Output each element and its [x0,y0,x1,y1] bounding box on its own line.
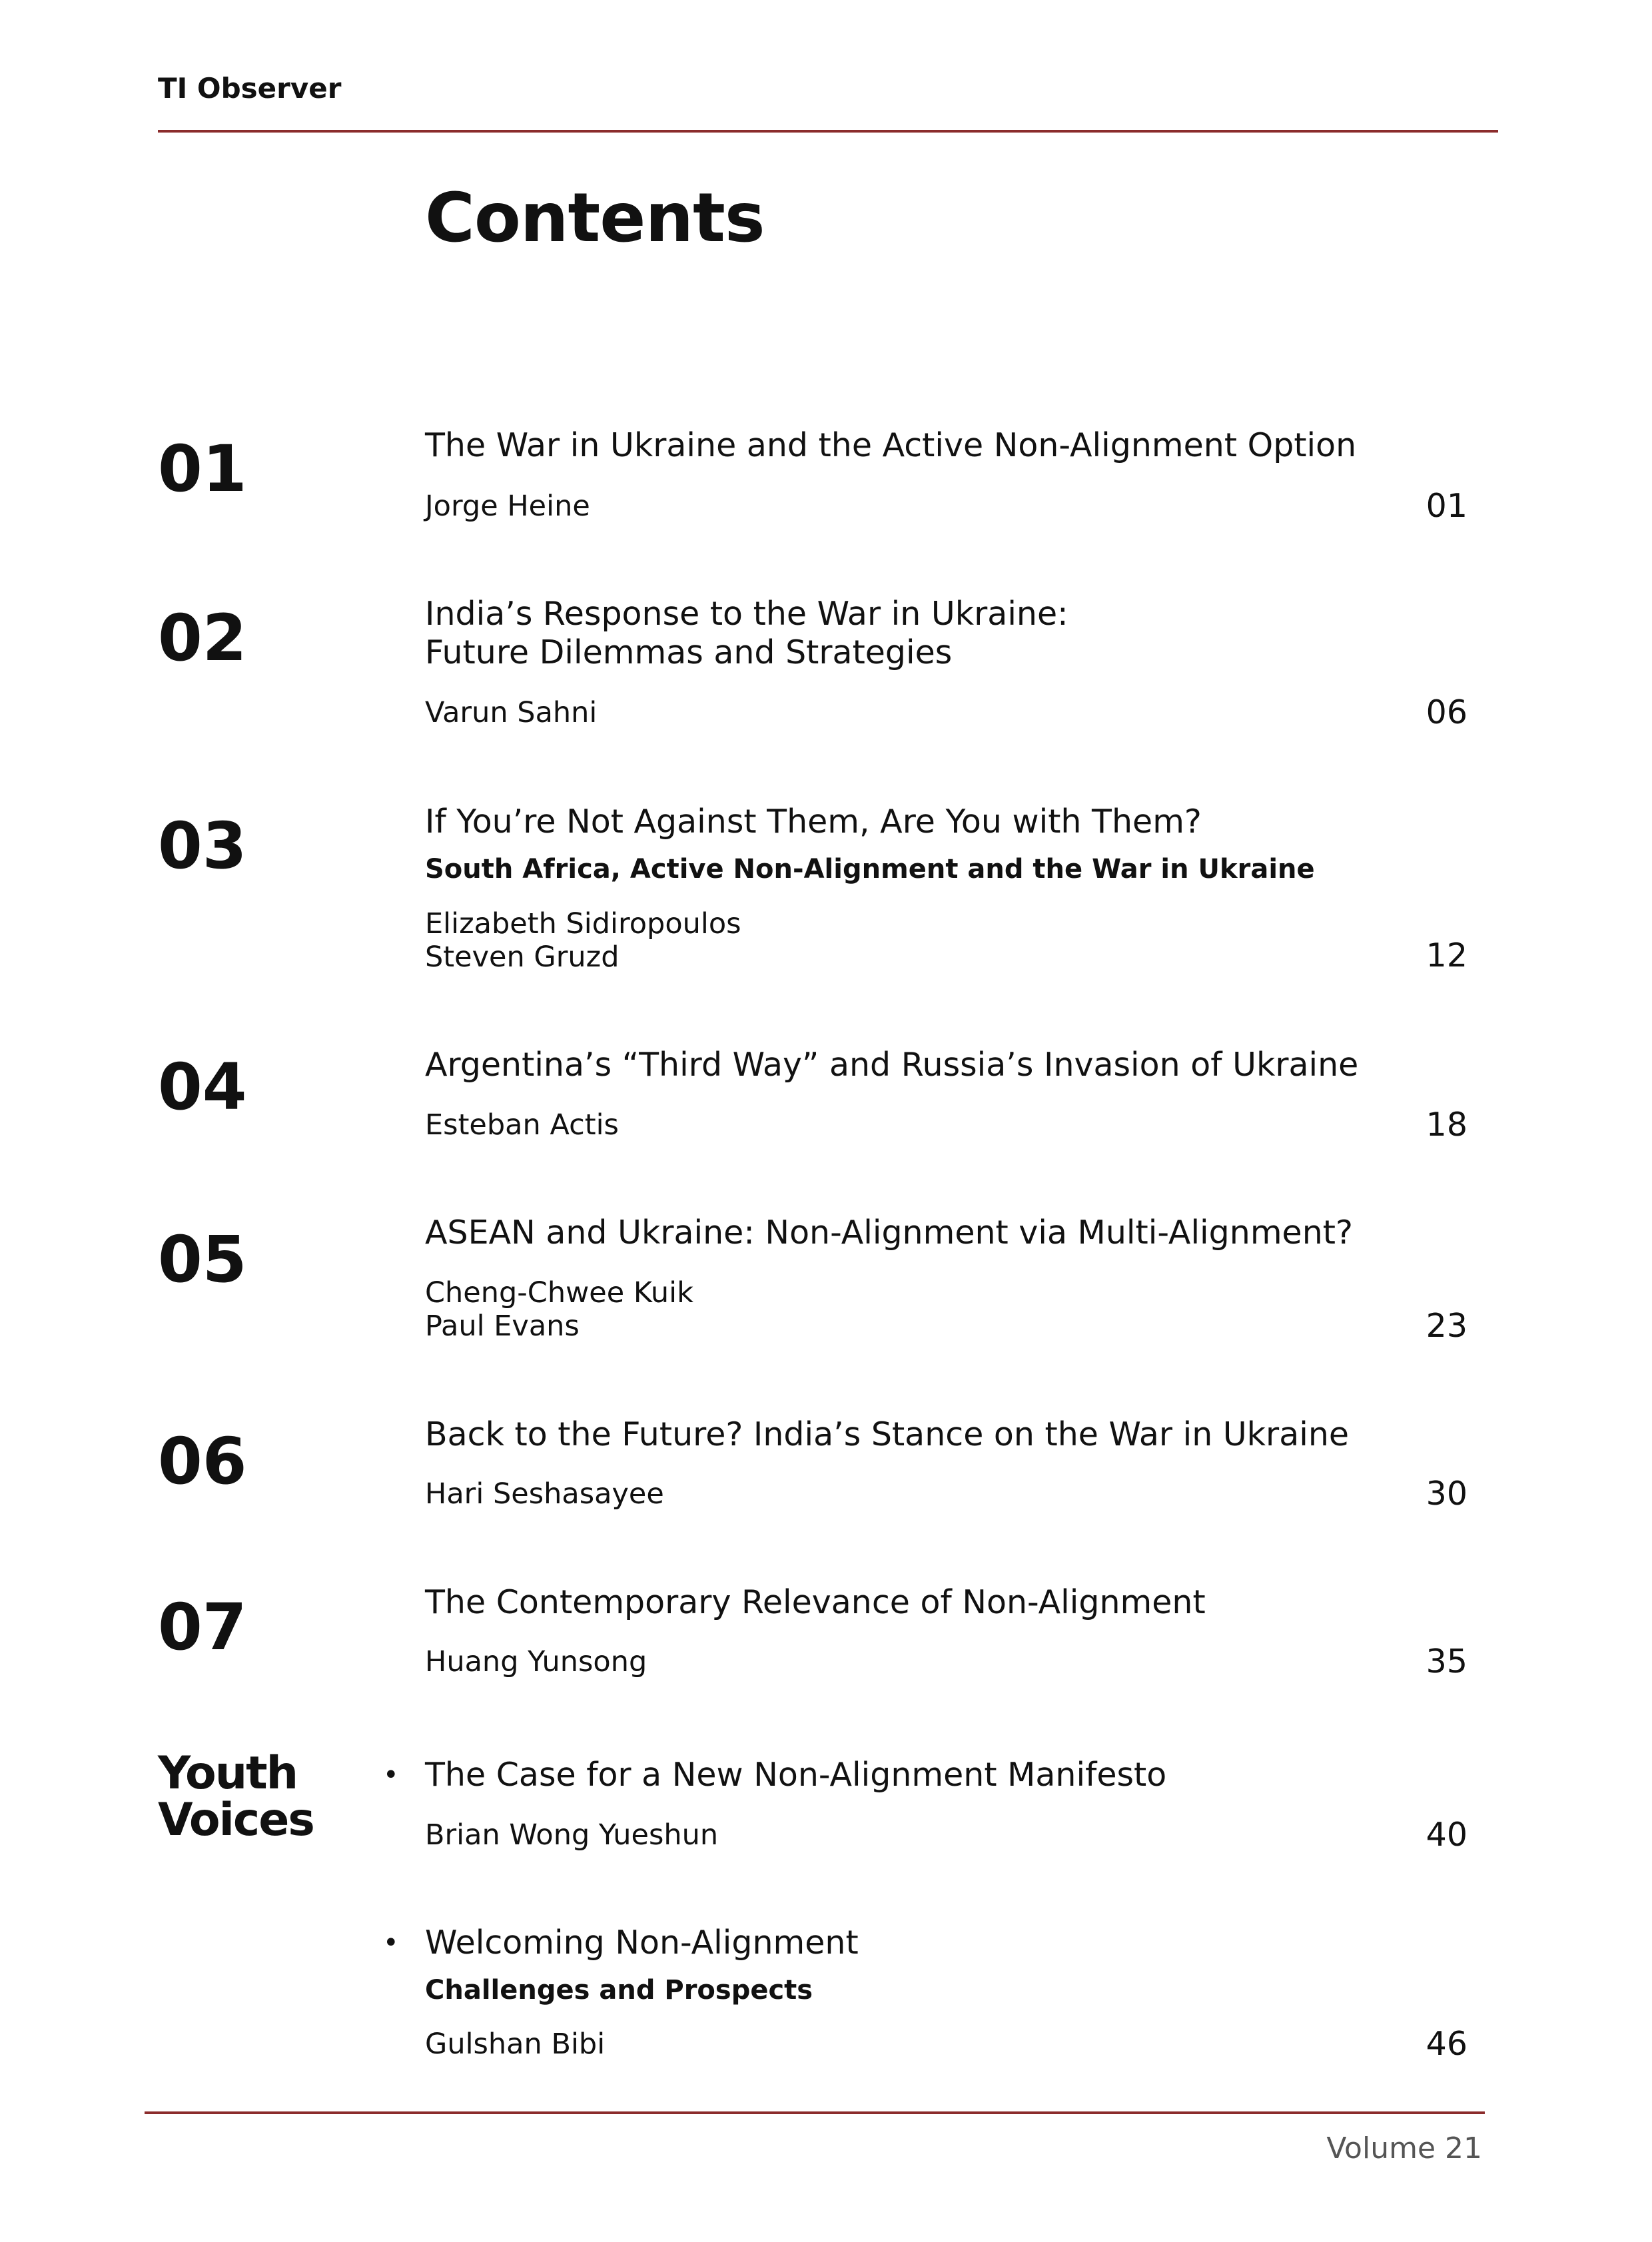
entry-authors: Varun Sahni [425,696,598,729]
entry-subtitle: Challenges and Prospects [425,1975,813,2006]
entry-page-number: 18 [1426,1106,1467,1144]
entry-number: 01 [158,432,247,506]
entry-title[interactable]: The Case for a New Non-Alignment Manifesto [425,1756,1167,1794]
bullet-icon: • [383,1928,399,1958]
entry-number: 05 [158,1222,247,1297]
entry-title[interactable]: Back to the Future? India’s Stance on the War in Ukraine [425,1415,1350,1453]
entry-title[interactable]: Argentina’s “Third Way” and Russia’s Invasion of Ukraine [425,1046,1359,1084]
entry-authors: Elizabeth Sidiropoulos Steven Gruzd [425,907,741,974]
entry-page-number: 12 [1426,936,1467,974]
entry-page-number: 40 [1426,1816,1467,1854]
bullet-icon: • [383,1760,399,1790]
youth-voices-heading: Youth Voices [158,1747,314,1846]
entry-number: 03 [158,809,247,883]
entry-authors: Huang Yunsong [425,1645,647,1679]
entry-authors: Hari Seshasayee [425,1477,664,1511]
entry-title[interactable]: The War in Ukraine and the Active Non-Alignment Option [425,426,1357,464]
entry-authors: Brian Wong Yueshun [425,1818,719,1852]
volume-label: Volume 21 [1326,2131,1482,2165]
entry-page-number: 46 [1426,2025,1467,2063]
entry-number: 06 [158,1424,247,1499]
page-title: Contents [425,179,765,258]
entry-page-number: 35 [1426,1643,1467,1681]
entry-title[interactable]: The Contemporary Relevance of Non-Alignment [425,1583,1206,1621]
entry-authors: Cheng-Chwee Kuik Paul Evans [425,1276,693,1343]
entry-authors: Esteban Actis [425,1108,619,1142]
entry-authors: Jorge Heine [425,490,590,523]
entry-page-number: 30 [1426,1475,1467,1513]
entry-title[interactable]: If You’re Not Against Them, Are You with Them? [425,803,1202,841]
entry-number: 04 [158,1050,247,1124]
entry-title[interactable]: ASEAN and Ukraine: Non-Alignment via Multi-Alignment? [425,1214,1353,1252]
footer-divider [145,2111,1485,2114]
header-divider [158,130,1498,133]
entry-page-number: 01 [1426,487,1467,525]
entry-number: 02 [158,601,247,675]
entry-title[interactable]: Welcoming Non-Alignment [425,1924,859,1962]
entry-page-number: 23 [1426,1307,1467,1345]
entry-number: 07 [158,1590,247,1665]
entry-title[interactable]: India’s Response to the War in Ukraine: Future Dilemmas and Strategies [425,595,1068,671]
entry-subtitle: South Africa, Active Non-Alignment and the War in Ukraine [425,854,1315,885]
entry-page-number: 06 [1426,693,1467,731]
entry-authors: Gulshan Bibi [425,2028,606,2061]
publication-title: TI Observer [158,72,342,105]
